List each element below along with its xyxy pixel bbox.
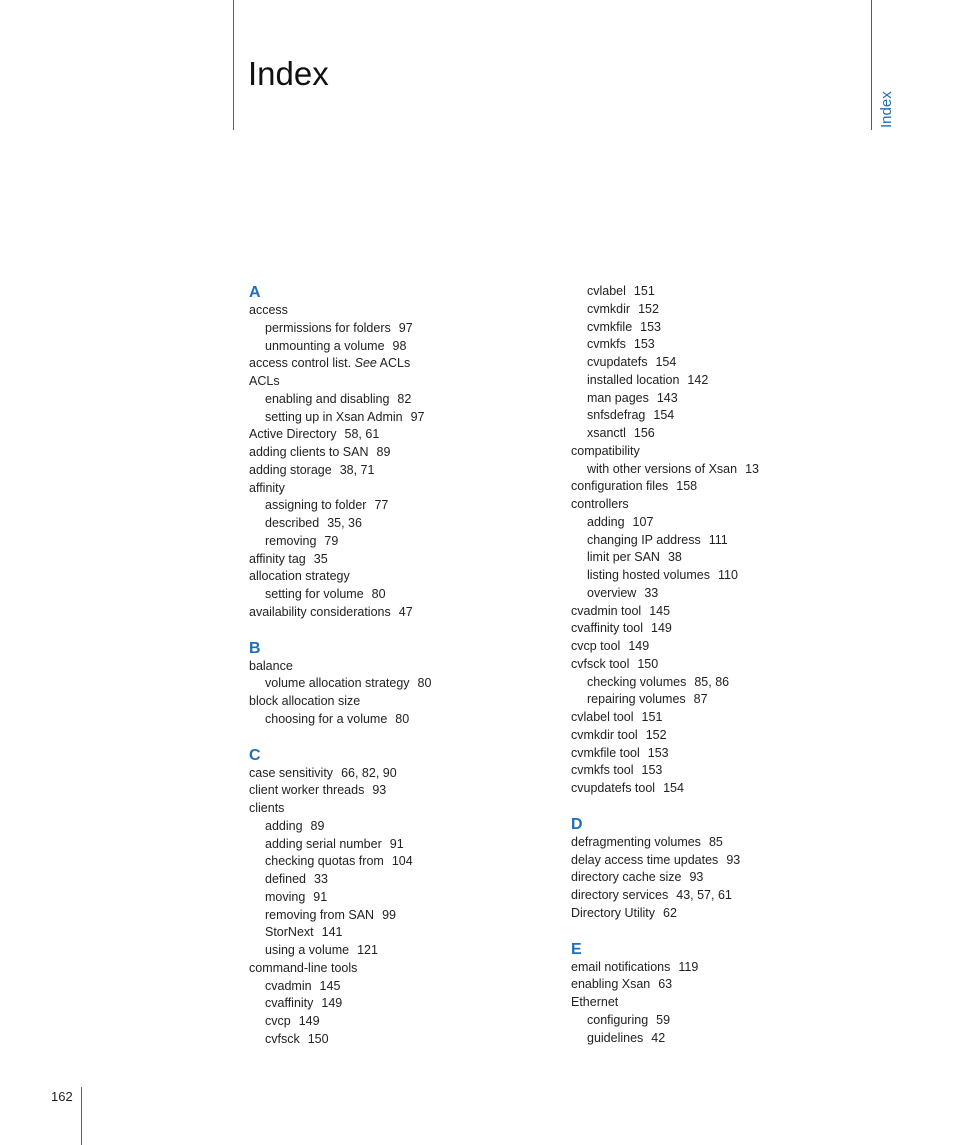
page-references: 154 (655, 355, 677, 369)
index-entry (249, 444, 549, 462)
index-term: configuring (587, 1012, 649, 1027)
index-term: cvmkdir tool (571, 727, 638, 742)
index-subentry (249, 924, 549, 942)
index-term: cvupdatefs (587, 355, 648, 369)
index-entry (571, 959, 871, 977)
index-entry (571, 443, 871, 461)
page-references: 35, 36 (327, 516, 362, 530)
index-term: adding storage (249, 462, 332, 477)
index-term: controllers (571, 497, 629, 511)
page-references: 145 (649, 603, 671, 618)
index-term: adding (587, 514, 625, 529)
index-entry (249, 302, 549, 320)
index-subentry (249, 853, 549, 871)
page-references: 152 (645, 727, 667, 742)
index-entry (571, 638, 871, 656)
index-term: cvupdatefs tool (571, 781, 656, 795)
index-term: cvcp tool (571, 639, 621, 653)
index-term: adding clients to SAN (249, 445, 369, 459)
index-entry (571, 852, 871, 870)
page-references: 42 (651, 1030, 666, 1045)
page-references: 156 (633, 426, 655, 440)
index-entry (249, 373, 549, 391)
index-entry (571, 762, 871, 780)
letter-gap (249, 622, 549, 640)
index-term: cvmkfs (587, 337, 626, 352)
index-entry (571, 620, 871, 638)
index-term: enabling and disabling (265, 391, 390, 406)
index-term: access (249, 303, 288, 317)
index-term: removing (265, 533, 317, 548)
index-entry (571, 709, 871, 727)
index-term: StorNext (265, 925, 314, 940)
index-term: choosing for a volume (265, 711, 388, 726)
index-subentry (249, 409, 549, 427)
index-term: cvadmin tool (571, 603, 642, 618)
page-references: 80 (417, 676, 432, 691)
index-subentry (249, 497, 549, 515)
page-references: 80 (371, 587, 386, 601)
page-references: 110 (717, 568, 738, 582)
page-references: 152 (638, 301, 659, 316)
index-entry (571, 727, 871, 745)
index-term: delay access time updates (571, 852, 719, 867)
index-entry (571, 656, 871, 674)
page-references: 111 (708, 532, 728, 547)
index-subentry (571, 301, 871, 319)
index-term: snfsdefrag (587, 408, 646, 423)
index-term: guidelines (587, 1030, 644, 1045)
page-references: 91 (313, 889, 328, 904)
index-entry (249, 765, 549, 783)
index-term: Ethernet (571, 995, 619, 1009)
index-subentry (571, 461, 871, 479)
index-term: cvadmin (265, 978, 312, 993)
index-term: Active Directory (249, 427, 337, 442)
index-subentry (249, 1013, 549, 1031)
index-term: access control list. (249, 356, 352, 371)
index-term: listing hosted volumes (587, 568, 710, 582)
page-references: 62 (663, 905, 677, 920)
page-references: 158 (676, 479, 698, 494)
index-column-right (571, 283, 871, 1047)
index-term: enabling Xsan (571, 977, 651, 992)
index-term: volume allocation strategy (265, 676, 410, 691)
index-entry (571, 478, 871, 496)
letter-gap (571, 923, 871, 941)
index-term: defined (265, 872, 307, 886)
index-entry (571, 603, 871, 621)
index-entry (249, 693, 549, 711)
page-references: 119 (678, 959, 699, 974)
page-references: 58, 61 (344, 427, 380, 442)
page-references: 38 (667, 550, 682, 565)
page-references: 33 (644, 585, 659, 600)
index-subentry (249, 889, 549, 907)
index-subentry (249, 871, 549, 889)
index-subentry (249, 978, 549, 996)
page-references: 89 (310, 818, 325, 833)
index-term: defragmenting volumes (571, 834, 701, 849)
index-term: changing IP address (587, 532, 701, 547)
see-reference-target: ACLs (379, 356, 411, 371)
index-subentry (571, 390, 871, 408)
letter-gap (249, 729, 549, 747)
page-references: 63 (658, 977, 673, 992)
index-term: setting for volume (265, 587, 364, 601)
index-term: assigning to folder (265, 498, 367, 513)
index-term: availability considerations (249, 604, 391, 619)
index-subentry (249, 907, 549, 925)
index-term: using a volume (265, 943, 350, 957)
index-term: cvaffinity tool (571, 621, 644, 636)
index-term: cvmkfile (587, 319, 633, 334)
index-entry (571, 834, 871, 852)
index-term: xsanctl (587, 426, 626, 440)
page-references: 153 (647, 745, 669, 760)
page-references: 35 (313, 551, 328, 566)
page-references: 80 (395, 711, 410, 726)
index-term: Directory Utility (571, 905, 656, 920)
index-subentry (249, 836, 549, 854)
page-references: 47 (398, 604, 413, 619)
index-term: repairing volumes (587, 692, 686, 707)
page-references: 98 (392, 338, 407, 353)
index-subentry (571, 425, 871, 443)
page-references: 149 (628, 639, 650, 653)
index-subentry (249, 391, 549, 409)
index-term: described (265, 516, 320, 530)
page-references: 97 (410, 409, 425, 424)
page-references: 93 (726, 852, 741, 867)
index-entry (249, 800, 549, 818)
page-references: 154 (663, 781, 684, 795)
index-subentry (571, 354, 871, 372)
index-entry (249, 426, 549, 444)
index-term: unmounting a volume (265, 338, 385, 353)
page-references: 97 (398, 320, 413, 335)
index-term: case sensitivity (249, 765, 334, 780)
page-references: 150 (307, 1031, 329, 1046)
index-term: cvcp (265, 1014, 291, 1028)
page-references: 87 (693, 692, 708, 707)
page-references: 77 (374, 498, 389, 513)
index-entry (571, 780, 871, 798)
index-subentry (249, 586, 549, 604)
index-subentry (249, 338, 549, 356)
index-entry (249, 480, 549, 498)
index-term: cvfsck tool (571, 656, 630, 671)
page-references: 151 (641, 710, 663, 724)
index-term: overview (587, 585, 637, 600)
index-subentry (571, 336, 871, 354)
index-letter-heading: E (571, 940, 582, 958)
index-entry (571, 745, 871, 763)
index-term: directory services (571, 888, 669, 902)
index-letter-heading: C (249, 746, 261, 764)
page-references: 153 (640, 319, 662, 334)
page-references: 82 (397, 391, 412, 406)
page-references: 149 (321, 996, 343, 1011)
page-references: 79 (324, 533, 339, 548)
index-subentry (571, 567, 871, 585)
page-references: 150 (637, 656, 659, 671)
index-term: installed location (587, 372, 680, 387)
index-entry (249, 355, 549, 373)
page-references: 149 (651, 621, 672, 636)
letter-gap (571, 798, 871, 816)
page-references: 142 (687, 372, 709, 387)
index-subentry (571, 532, 871, 550)
index-subentry (249, 711, 549, 729)
index-entry (249, 782, 549, 800)
page-references: 107 (632, 514, 654, 529)
index-subentry (571, 691, 871, 709)
index-letter-heading: B (249, 639, 261, 657)
page-references: 151 (633, 284, 655, 298)
index-term: adding serial number (265, 836, 382, 851)
index-term: block allocation size (249, 694, 361, 708)
index-term: configuration files (571, 479, 669, 494)
index-subentry (571, 585, 871, 603)
index-term: affinity tag (249, 551, 306, 566)
page-title: Index (248, 55, 329, 92)
index-term: allocation strategy (249, 569, 350, 584)
index-subentry (249, 533, 549, 551)
index-term: cvmkfs tool (571, 763, 634, 778)
index-entry (571, 976, 871, 994)
index-term: adding (265, 818, 303, 833)
index-subentry (571, 1030, 871, 1048)
page-references: 85 (708, 834, 723, 849)
index-term: compatibility (571, 443, 640, 458)
index-term: command-line tools (249, 960, 358, 975)
index-entry (571, 905, 871, 923)
page-references: 145 (319, 978, 341, 993)
index-term: cvfsck (265, 1031, 300, 1046)
index-term: clients (249, 801, 285, 815)
index-term: cvlabel (587, 284, 626, 298)
see-reference-label: See (354, 356, 377, 371)
index-term: removing from SAN (265, 907, 375, 922)
page-references: 99 (382, 907, 396, 922)
index-term: cvlabel tool (571, 710, 634, 724)
index-subentry (571, 549, 871, 567)
index-subentry (571, 514, 871, 532)
index-subentry (571, 1012, 871, 1030)
index-subentry (249, 995, 549, 1013)
footer-rule (81, 1087, 82, 1145)
index-term: setting up in Xsan Admin (265, 409, 403, 424)
page-references: 66, 82, 90 (341, 765, 397, 780)
page-references: 143 (656, 390, 678, 405)
page-references: 38, 71 (339, 462, 375, 477)
right-header-rule (871, 0, 872, 130)
index-subentry (571, 407, 871, 425)
index-term: client worker threads (249, 783, 365, 798)
index-subentry (571, 674, 871, 692)
index-entry (249, 658, 549, 676)
index-term: cvaffinity (265, 996, 314, 1011)
index-letter-heading: A (249, 284, 261, 301)
index-term: permissions for folders (265, 320, 391, 335)
page-references: 33 (314, 872, 328, 886)
index-entry (571, 887, 871, 905)
index-subentry (249, 515, 549, 533)
page-references: 93 (372, 783, 387, 798)
index-subentry (249, 818, 549, 836)
index-term: checking volumes (587, 674, 687, 689)
index-term: man pages (587, 390, 649, 405)
page-number: 162 (51, 1089, 73, 1104)
index-entry (249, 568, 549, 586)
index-term: ACLs (249, 374, 280, 388)
index-entry (249, 604, 549, 622)
index-subentry (571, 372, 871, 390)
page-references: 141 (321, 925, 343, 940)
left-header-rule (233, 0, 234, 130)
page-references: 104 (391, 854, 413, 869)
index-term: directory cache size (571, 870, 682, 885)
index-subentry (249, 1031, 549, 1049)
section-tab-label: Index (878, 91, 895, 128)
index-entry (249, 462, 549, 480)
index-term: balance (249, 658, 293, 673)
page-references: 153 (641, 763, 663, 778)
index-entry (571, 496, 871, 514)
page-references: 43, 57, 61 (676, 888, 732, 902)
index-entry (571, 869, 871, 887)
page-references: 59 (656, 1012, 671, 1027)
page-references: 93 (689, 870, 704, 885)
index-entry (571, 994, 871, 1012)
page-references: 153 (633, 337, 655, 352)
page-references: 91 (389, 836, 404, 851)
index-subentry (249, 675, 549, 693)
index-term: cvmkfile tool (571, 745, 640, 760)
index-subentry (249, 942, 549, 960)
page-references: 89 (376, 445, 391, 459)
index-subentry (249, 320, 549, 338)
index-term: cvmkdir (587, 301, 631, 316)
page-references: 121 (357, 943, 378, 957)
page-references: 149 (298, 1014, 320, 1028)
page-references: 13 (745, 461, 759, 476)
index-term: with other versions of Xsan (587, 461, 738, 476)
page-references: 154 (653, 408, 675, 423)
index-entry (249, 551, 549, 569)
index-column-left (249, 284, 549, 1049)
page-references: 85, 86 (694, 674, 730, 689)
index-term: email notifications (571, 959, 671, 974)
index-entry (249, 960, 549, 978)
index-term: moving (265, 889, 306, 904)
index-subentry (571, 283, 871, 301)
index-term: affinity (249, 480, 285, 495)
index-letter-heading: D (571, 815, 583, 833)
index-term: checking quotas from (265, 854, 384, 869)
index-subentry (571, 319, 871, 337)
index-term: limit per SAN (587, 550, 660, 565)
